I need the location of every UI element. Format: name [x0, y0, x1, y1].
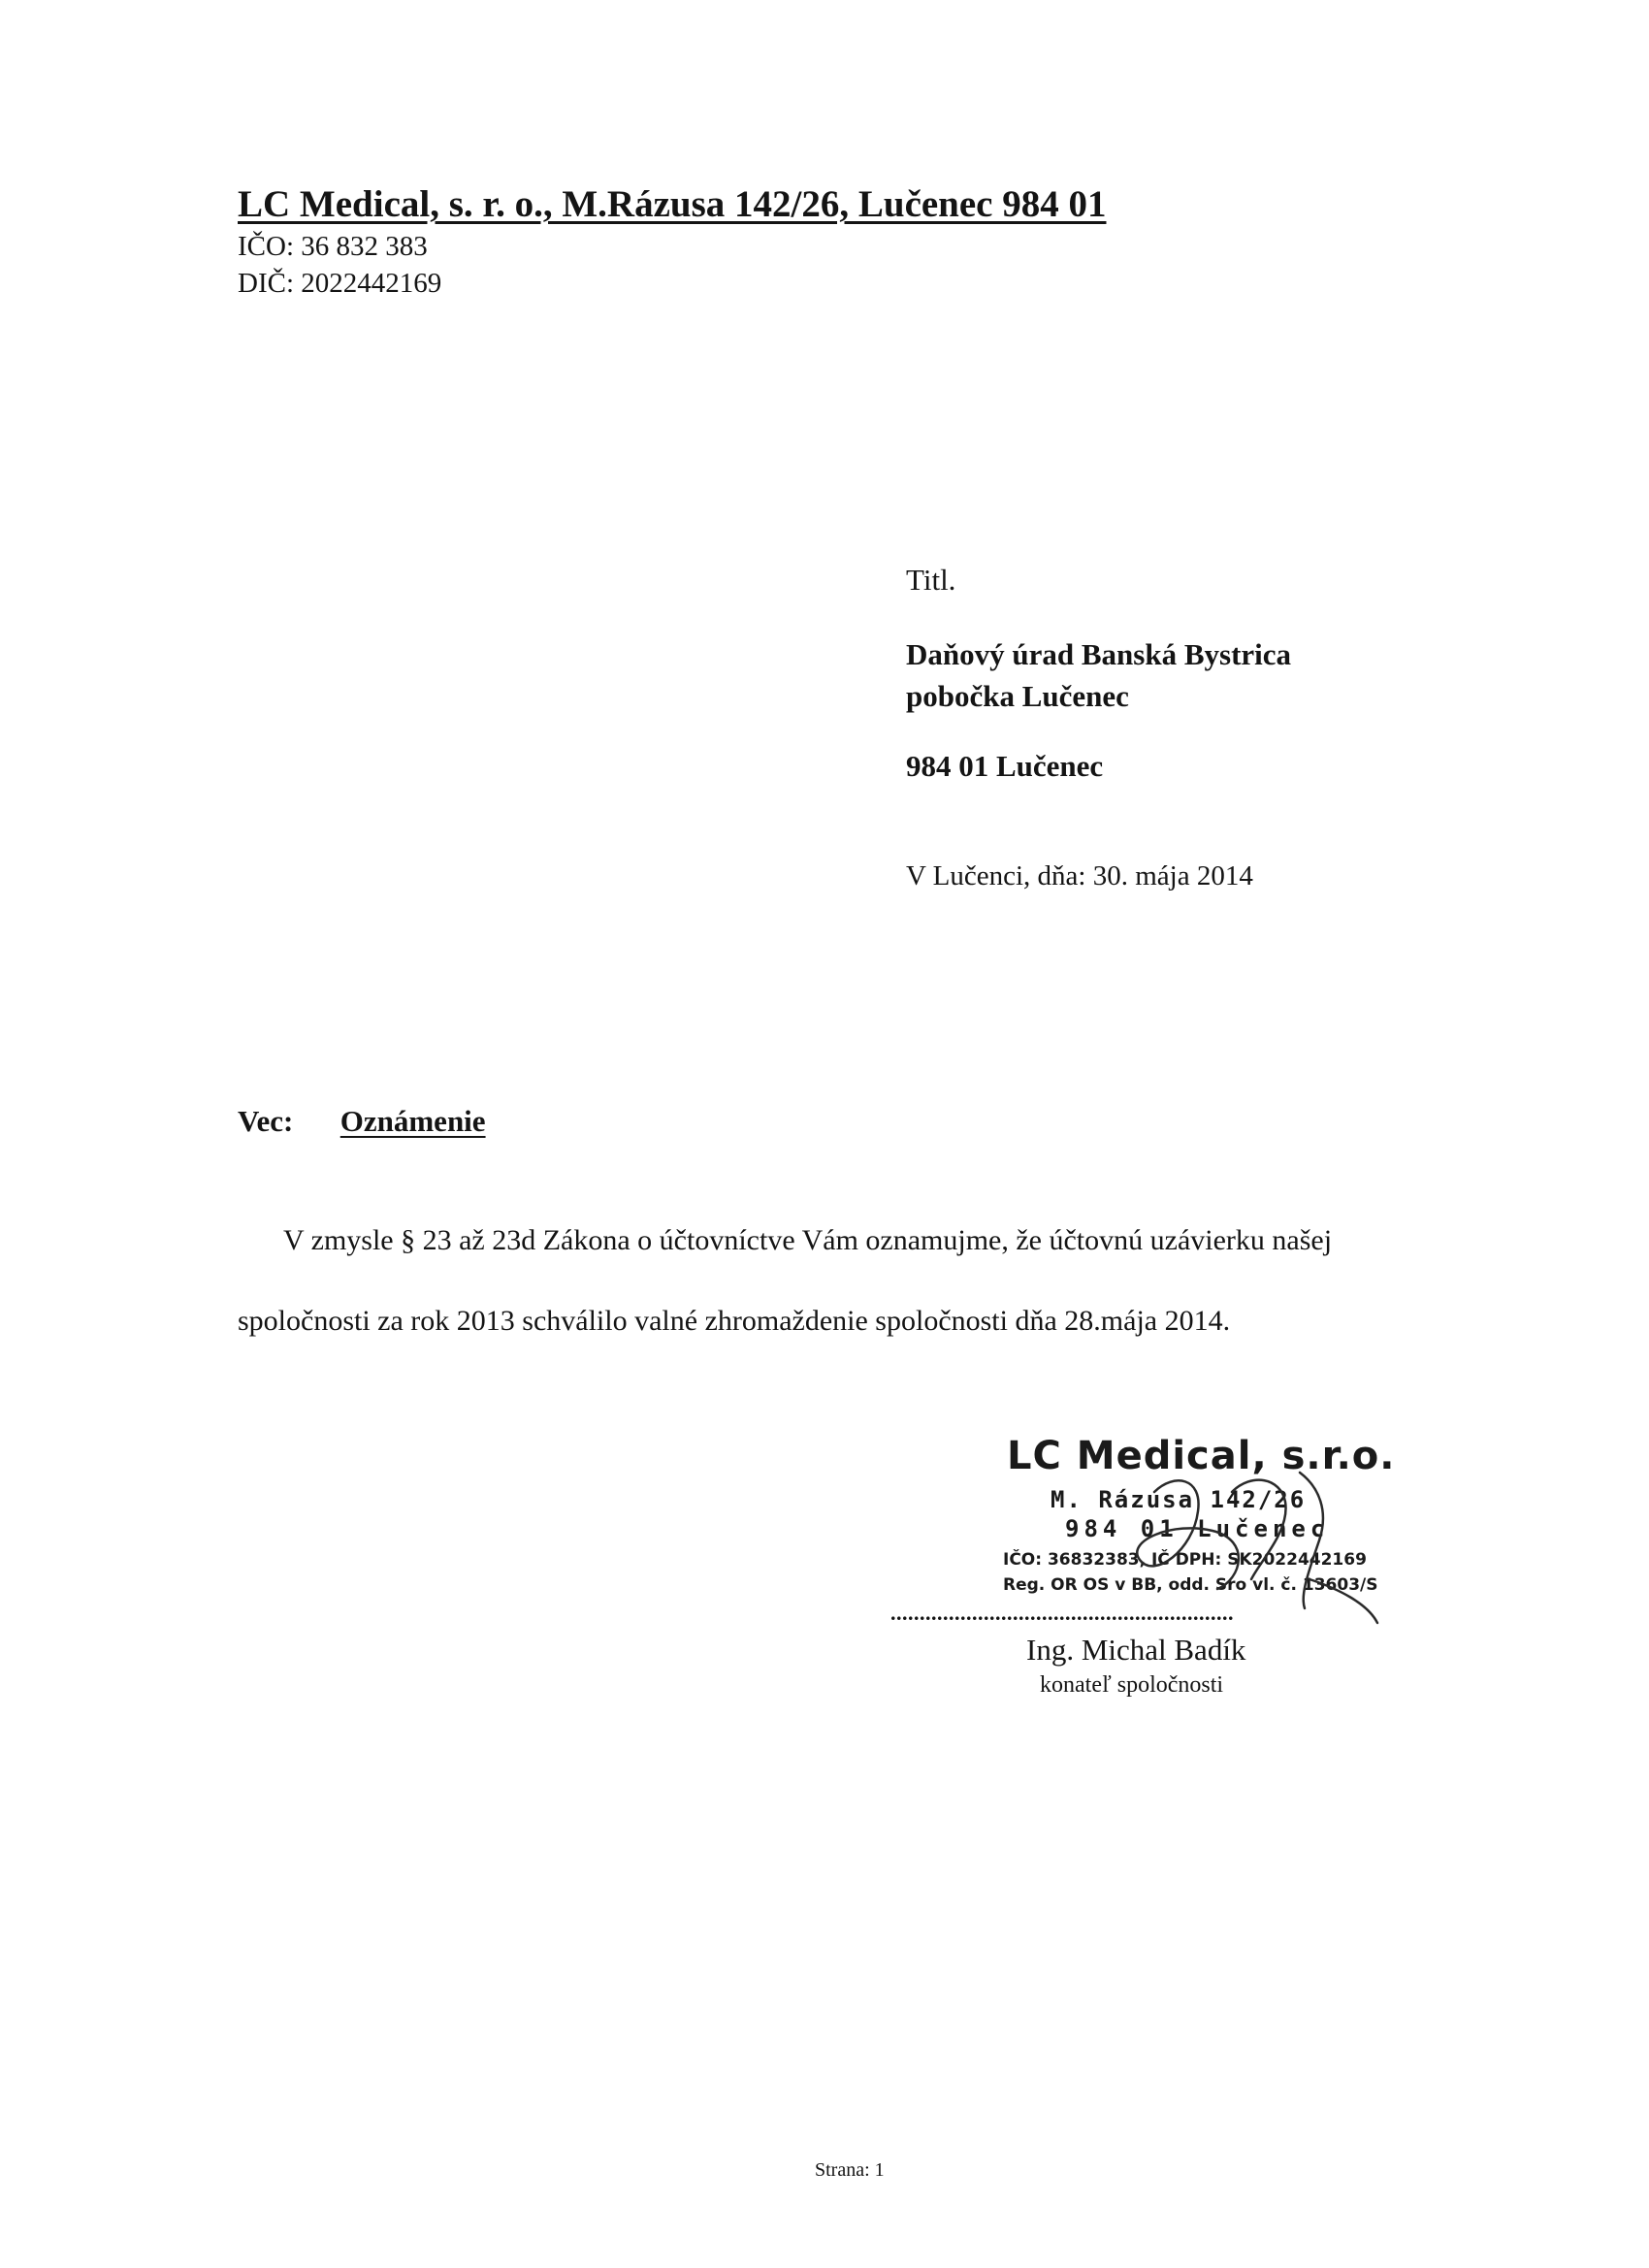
company-dic: DIČ: 2022442169	[238, 268, 442, 299]
stamp-ids: IČO: 36832383, IČ DPH: SK2022442169	[1003, 1550, 1367, 1570]
recipient-line-2: pobočka Lučenec	[906, 679, 1129, 713]
subject-label: Vec:	[238, 1104, 294, 1138]
body-paragraph-line-2: spoločnosti za rok 2013 schválilo valné zhromaždenie spoločnosti dňa 28.mája 2014.	[238, 1305, 1231, 1337]
stamp-street: M. Rázusa 142/26	[1051, 1486, 1307, 1513]
subject-line	[238, 1104, 486, 1139]
body-paragraph-line-1: V zmysle § 23 až 23d Zákona o účtovníctve Vám oznamujme, že účtovnú uzávierku našej	[283, 1224, 1333, 1256]
stamp-city: 984 01 Lučenec	[1065, 1515, 1330, 1542]
signature-line: ...........................................................	[890, 1601, 1234, 1625]
place-and-date: V Lučenci, dňa: 30. mája 2014	[906, 860, 1253, 891]
page-number: Strana: 1	[815, 2159, 885, 2181]
signer-name: Ing. Michal Badík	[1026, 1633, 1246, 1667]
subject-value: Oznámenie	[340, 1104, 486, 1138]
company-header: LC Medical, s. r. o., M.Rázusa 142/26, Lučenec 984 01	[238, 183, 1107, 225]
recipient-salutation: Titl.	[906, 563, 956, 597]
recipient-line-1: Daňový úrad Banská Bystrica	[906, 637, 1292, 671]
stamp-company-name: LC Medical, s.r.o.	[1007, 1434, 1396, 1478]
company-ico: IČO: 36 832 383	[238, 231, 428, 262]
stamp-registration: Reg. OR OS v BB, odd. Sro vl. č. 13603/S	[1003, 1575, 1378, 1595]
signer-role: konateľ spoločnosti	[1040, 1672, 1224, 1698]
recipient-line-3: 984 01 Lučenec	[906, 749, 1104, 783]
